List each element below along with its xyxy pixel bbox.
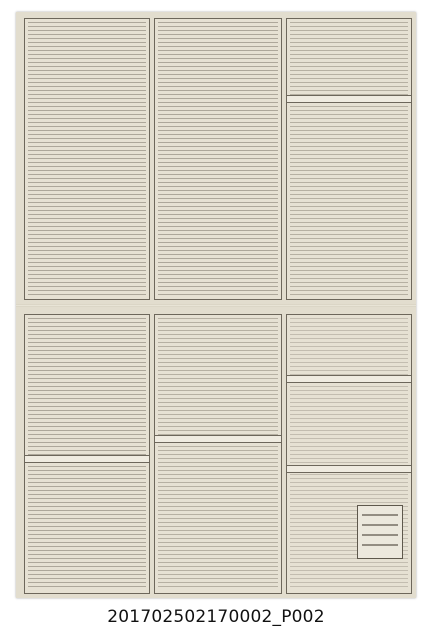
- text-block: [158, 318, 278, 590]
- top-right-panel: [286, 18, 412, 300]
- section-rule: [287, 465, 411, 473]
- text-block: [28, 318, 146, 590]
- text-block: [290, 22, 408, 296]
- bottom-right-panel: [286, 314, 412, 594]
- section-rule: [25, 455, 149, 463]
- section-rule: [287, 95, 411, 103]
- image-caption: 201702502170002_P002: [107, 607, 325, 627]
- text-block: [28, 22, 146, 296]
- bottom-middle-panel: [154, 314, 282, 594]
- masthead-block: [357, 505, 403, 559]
- text-block: [158, 22, 278, 296]
- section-rule: [287, 375, 411, 383]
- horizontal-fold-line: [16, 304, 416, 307]
- section-rule: [155, 435, 281, 443]
- top-middle-panel: [154, 18, 282, 300]
- bottom-left-panel: [24, 314, 150, 594]
- top-left-panel: [24, 18, 150, 300]
